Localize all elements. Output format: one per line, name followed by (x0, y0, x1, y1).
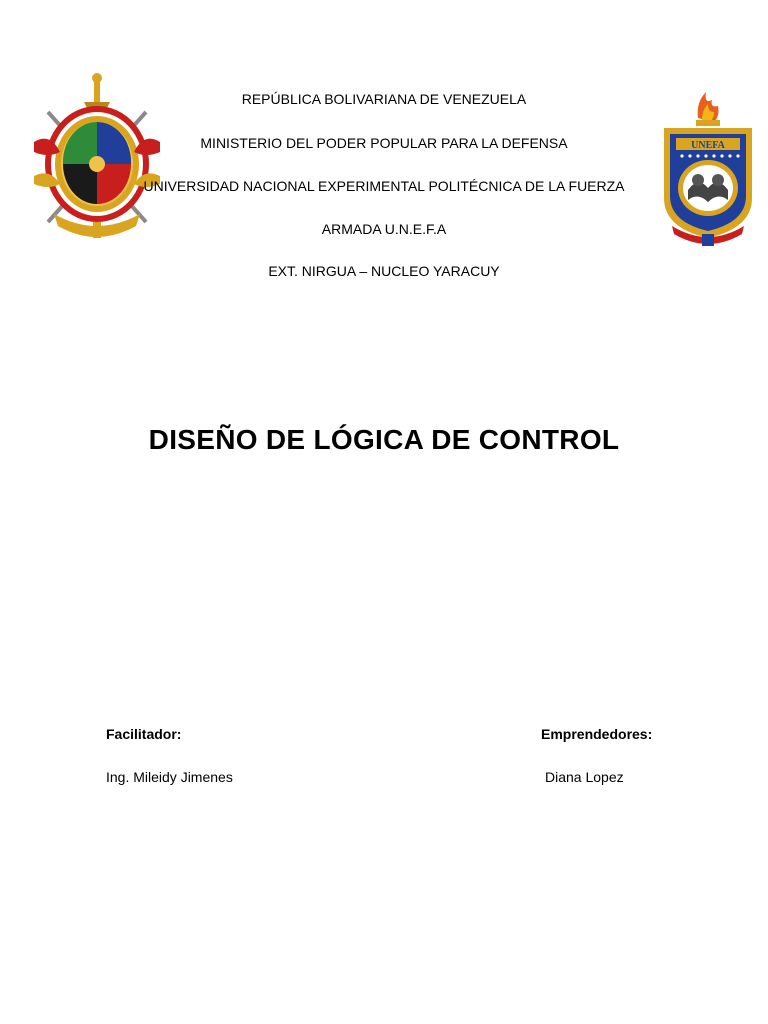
unefa-banner-text: UNEFA (691, 140, 725, 151)
header-extension: EXT. NIRGUA – NUCLEO YARACUY (268, 263, 500, 279)
document-title: DISEÑO DE LÓGICA DE CONTROL (148, 424, 620, 455)
unefa-shield-icon (658, 88, 758, 248)
header-republic: REPÚBLICA BOLIVARIANA DE VENEZUELA (241, 91, 527, 107)
entrepreneurs-name: Diana Lopez (545, 769, 624, 785)
facilitator-name: Ing. Mileidy Jimenes (106, 769, 233, 785)
header-armada: ARMADA U.N.E.F.A (321, 221, 447, 237)
header-ministry: MINISTERIO DEL PODER POPULAR PARA LA DEFENSA (200, 135, 568, 151)
header-university: UNIVERSIDAD NACIONAL EXPERIMENTAL POLITÉCNICA DE LA FUERZA (143, 178, 625, 194)
facilitator-label: Facilitador: (106, 726, 182, 742)
entrepreneurs-label: Emprendedores: (541, 726, 653, 742)
